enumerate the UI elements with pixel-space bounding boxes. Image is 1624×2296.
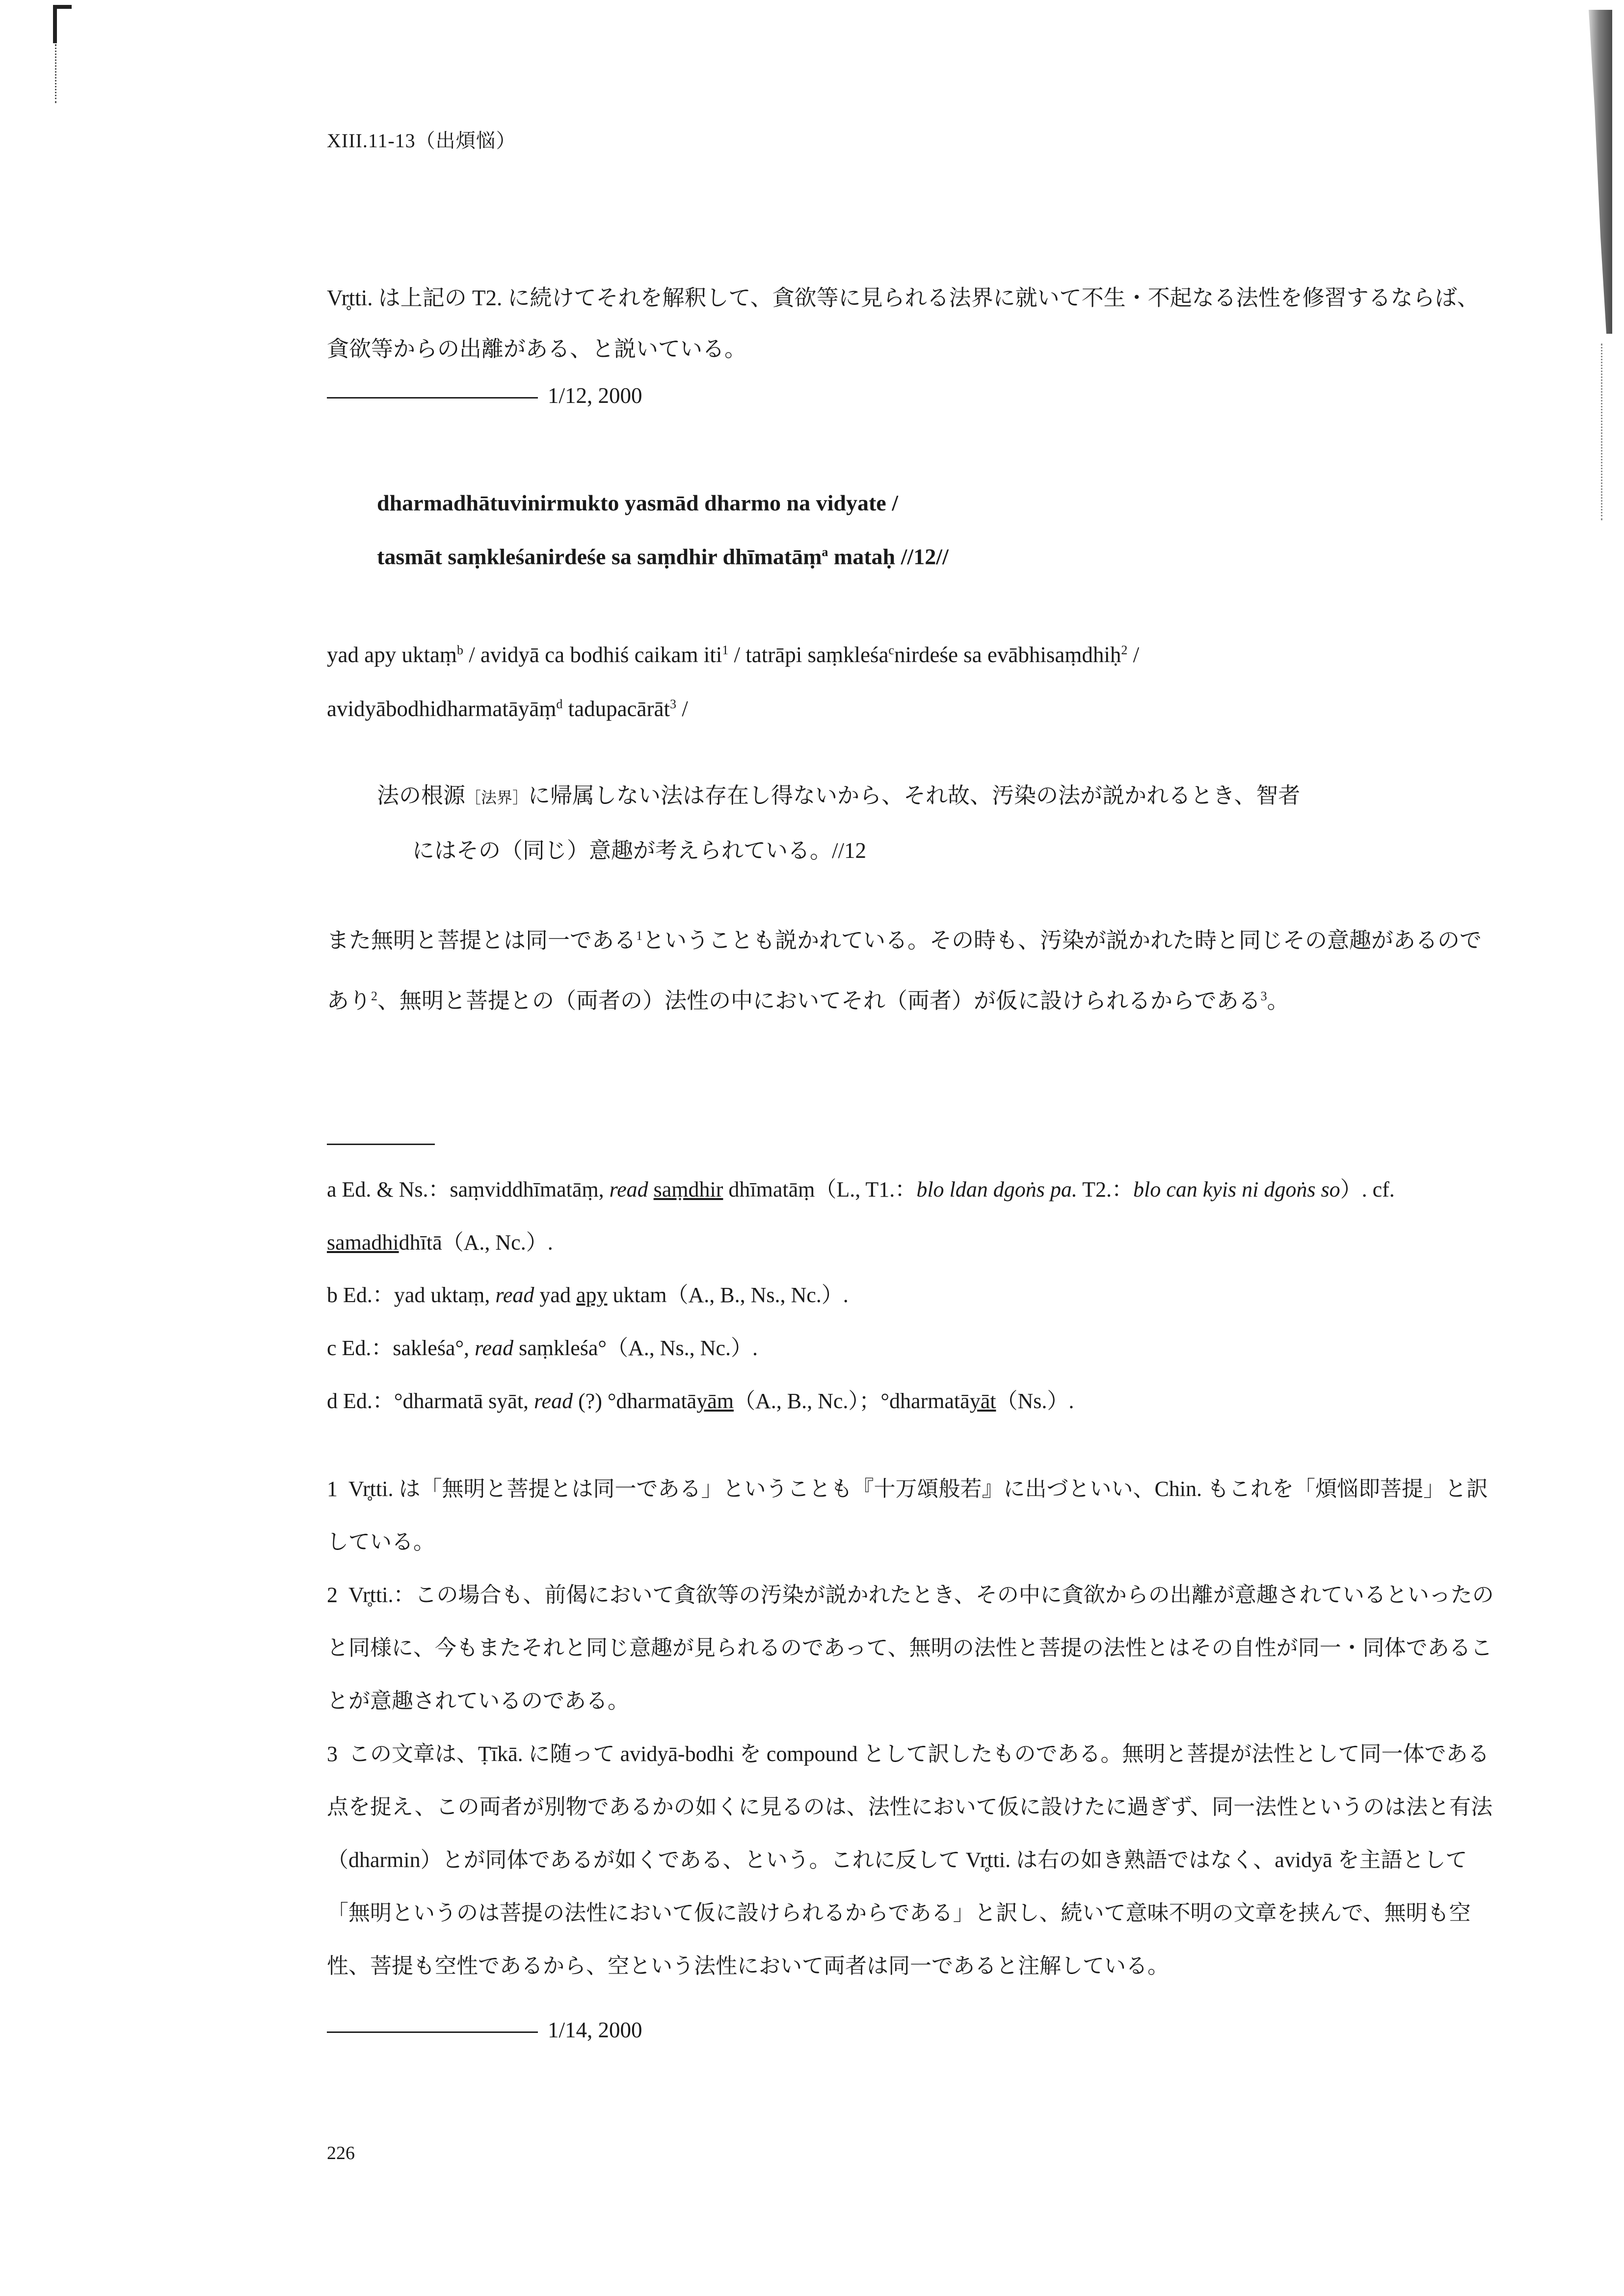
note-text: saṃkleśa°（A., Ns., Nc.）. xyxy=(513,1336,758,1360)
date-rule xyxy=(327,2031,538,2033)
verse-text: tasmāt saṃkleśanirdeśe sa saṃdhir dhīmatāṃ xyxy=(377,544,822,569)
apparatus-note-a xyxy=(327,1163,1495,1269)
scan-dust-marks xyxy=(55,44,59,103)
note-text: Ed.：yad uktaṃ, xyxy=(338,1283,496,1307)
apparatus-note-c xyxy=(327,1322,1495,1375)
footnote-ref-3: 3 xyxy=(669,697,676,711)
note-text: T2.： xyxy=(1077,1177,1133,1201)
translation-text: 法の根源 xyxy=(377,783,466,808)
tibetan-text: blo can kyis ni dgoṅs so xyxy=(1133,1177,1340,1201)
footnote-ref-1: 1 xyxy=(722,643,729,657)
note-text: Ed.：sakleśa°, xyxy=(336,1336,475,1360)
paragraph-text: 、無明と菩提との（両者の）法性の中においてそれ（両者）が仮に設けられるからである xyxy=(377,988,1261,1013)
footnote-2 xyxy=(327,1569,1495,1728)
note-key: 2 xyxy=(327,1583,338,1607)
date-text: 1/12, 2000 xyxy=(548,383,642,408)
scan-corner-mark xyxy=(53,5,72,43)
underlined-reading: yām xyxy=(696,1389,734,1413)
read-marker: read xyxy=(534,1389,573,1413)
apparatus-ref-c: c xyxy=(888,643,894,657)
footnote-3 xyxy=(327,1728,1495,1993)
scan-edge-shadow xyxy=(1583,10,1612,334)
note-key: 3 xyxy=(327,1742,338,1766)
note-text: uktam（A., B., Ns., Nc.）. xyxy=(607,1283,849,1307)
underlined-reading: yāt xyxy=(969,1389,996,1413)
translation-gloss: ［法界］ xyxy=(465,789,529,806)
note-text: (?) °dharmatā xyxy=(573,1389,697,1413)
commentary-text: nirdeśe sa evābhisaṃdhiḥ xyxy=(894,642,1121,667)
note-text: （Ns.）. xyxy=(996,1389,1074,1413)
translation-paragraph xyxy=(327,908,1490,1029)
running-head: XIII.11-13（出煩悩） xyxy=(327,130,516,152)
apparatus-ref-b: b xyxy=(456,643,463,657)
footnote-1 xyxy=(327,1463,1495,1569)
commentary-text: tadupacārāt xyxy=(562,696,670,721)
read-marker: read xyxy=(475,1336,514,1360)
commentary-text: / avidyā ca bodhiś caikam iti xyxy=(463,642,722,667)
note-text: この文章は、Ṭīkā. に随って avidyā-bodhi を compound として訳したものである。無明と菩提が法性として同一体である点を捉え、この両者が別物であるかの如くに見るのは、法性において仮に設けたに過ぎず、同一法性というのは法と有法（dharmin）とが同体であるが如くである、という。これに反して Vr̥tti. は右の如き熟語ではなく、avidyā を主語として「無明というのは菩提の法性において仮に設けられるからである」と訳し、続いて意味不明の文章を挟んで、無明も空性、菩提も空性であるから、空という法性において両者は同一であると注解している。 xyxy=(327,1742,1493,1978)
date-line-1 xyxy=(327,383,642,408)
verse-end: mataḥ //12// xyxy=(828,544,949,569)
underlined-reading: apy xyxy=(576,1283,608,1307)
page-number: 226 xyxy=(327,2143,355,2163)
note-key: 1 xyxy=(327,1477,338,1501)
commentary-line-1 xyxy=(327,623,1505,682)
paragraph-text: ということも説かれている。その時も、汚染が説かれた時と同じその意趣があるのであり xyxy=(327,928,1482,1013)
intro-paragraph: Vr̥tti. は上記の T2. に続けてそれを解釈して、貪欲等に見られる法界に就いて不生・不起なる法性を修習するならば、貪欲等からの出離がある、と説いている。 xyxy=(327,286,1479,361)
note-text: Vr̥tti. は「無明と菩提とは同一である」ということも『十万頌般若』に出づといい、Chin. もこれを「煩悩即菩提」と訳している。 xyxy=(327,1477,1489,1554)
note-text xyxy=(648,1177,654,1201)
footnote-ref-1: 1 xyxy=(636,929,643,943)
note-text: ）. cf. xyxy=(1340,1177,1395,1201)
read-marker: read xyxy=(495,1283,534,1307)
note-text: Ed. & Ns.：saṃviddhīmatāṃ, xyxy=(336,1177,610,1201)
paragraph-text: また無明と菩提とは同一である xyxy=(327,928,637,953)
commentary-text: / xyxy=(676,696,688,721)
footnote-ref-2: 2 xyxy=(1121,643,1128,657)
note-key: d xyxy=(327,1389,338,1413)
verse-line-2 xyxy=(377,528,949,581)
apparatus-ref-d: d xyxy=(556,697,563,711)
note-text: Vr̥tti.：この場合も、前偈において貪欲等の汚染が説かれたとき、その中に貪欲からの出離が意趣されているといったのと同様に、今もまたそれと同じ意趣が見られるのであって、無明の法性と菩提の法性とはその自性が同一・同体であることが意趣されているのである。 xyxy=(327,1583,1494,1713)
translation-text: に帰属しない法は存在し得ないから、それ故、汚染の法が説かれるとき、智者 xyxy=(528,783,1301,808)
commentary-text: / tatrāpi saṃkleśa xyxy=(728,642,889,667)
commentary-text: avidyābodhidharmatāyāṃ xyxy=(327,696,557,721)
tibetan-text: blo ldan dgoṅs pa. xyxy=(916,1177,1077,1201)
read-marker: read xyxy=(609,1177,648,1201)
commentary-line-2 xyxy=(327,677,1505,736)
date-line-2 xyxy=(327,2017,642,2043)
commentary-text: yad apy uktaṃ xyxy=(327,642,457,667)
footnote-separator xyxy=(327,1144,435,1145)
date-rule xyxy=(327,397,538,399)
apparatus-ref-a: a xyxy=(822,545,828,559)
translation-line-2: にはその（同じ）意趣が考えられている。//12 xyxy=(412,838,867,863)
note-key: c xyxy=(327,1336,337,1360)
note-text: yad xyxy=(534,1283,576,1307)
translation-line-1 xyxy=(377,768,1491,825)
note-key: b xyxy=(327,1283,338,1307)
apparatus-note-b xyxy=(327,1269,1495,1322)
footnote-ref-3: 3 xyxy=(1260,989,1267,1003)
underlined-reading: saṃdhir xyxy=(653,1177,723,1201)
note-text: dhīmatāṃ（L., T1.： xyxy=(723,1177,917,1201)
scan-edge-dots xyxy=(1601,344,1604,520)
underlined-reading: samadhi xyxy=(327,1230,399,1255)
note-key: a xyxy=(327,1177,337,1201)
note-text: （A., B., Nc.）；°dharmatā xyxy=(733,1389,970,1413)
date-text: 1/14, 2000 xyxy=(548,2018,642,2042)
paragraph-text: 。 xyxy=(1267,988,1289,1013)
verse-line-1: dharmadhātuvinirmukto yasmād dharmo na vidyate / xyxy=(377,490,898,515)
footnote-ref-2: 2 xyxy=(371,989,378,1003)
commentary-text: / xyxy=(1127,642,1140,667)
apparatus-note-d xyxy=(327,1375,1495,1428)
note-text: Ed.：°dharmatā syāt, xyxy=(338,1389,534,1413)
note-text: dhītā（A., Nc.）. xyxy=(399,1230,553,1255)
